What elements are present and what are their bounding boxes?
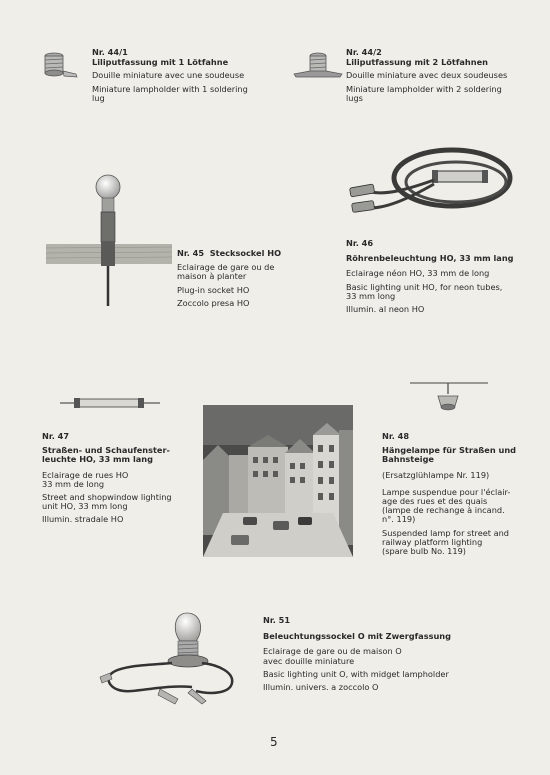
item-number: Nr. 45 (177, 248, 205, 258)
item-number: Nr. 46 (346, 238, 374, 248)
item-number: Nr. 44/2 (346, 47, 382, 57)
plug-in-socket-image (46, 172, 172, 308)
item-number: Nr. 47 (42, 431, 70, 441)
item-number: Nr. 51 (263, 615, 291, 625)
item-desc-fr: Eclairage néon HO, 33 mm de long (346, 268, 490, 279)
lighting-socket-o-image (92, 603, 242, 708)
page-number: 5 (270, 735, 278, 749)
item-desc-en: Basic lighting unit O, with midget lampholder (263, 668, 449, 679)
item-desc-en: Suspended lamp for street and railway platform lighting (spare bulb No. 119) (382, 527, 509, 556)
item-title: Straßen- und Schaufenster- leuchte HO, 33 mm lang (42, 445, 170, 465)
lampholder-1-lug-image (36, 47, 82, 81)
item-title: Liliputfassung mit 1 Lötfahne (92, 57, 229, 68)
item-desc-it: Zoccolo presa HO (177, 297, 250, 308)
item-desc-it: Illumin. al neon HO (346, 303, 425, 314)
item-number-title (177, 249, 317, 258)
item-title: Beleuchtungssockel O mit Zwergfassung (263, 631, 451, 642)
item-desc-fr: Eclairage de gare ou de maison à planter (177, 262, 275, 282)
item-51 (263, 616, 503, 696)
item-desc-en: Plug-in socket HO (177, 284, 250, 295)
item-desc-en: Street and shopwindow lighting unit HO, 33 mm long (42, 491, 172, 512)
item-desc-en: Basic lighting unit HO, for neon tubes, 33 mm long (346, 281, 503, 301)
item-desc-it: Illumin. stradale HO (42, 514, 124, 525)
item-44-1 (92, 48, 272, 107)
neon-tube-lighting-image (346, 140, 516, 232)
item-48 (382, 432, 532, 560)
item-desc-it: Illumin. univers. a zoccolo O (263, 681, 379, 692)
item-desc-fr: Lampe suspendue pour l'éclair- age des rues et des quais (lampe de rechange à incand. n°. 119) (382, 486, 511, 525)
street-lighting-tube-image (60, 396, 160, 410)
item-desc-fr: Eclairage de gare ou de maison O avec douille miniature (263, 646, 402, 666)
item-45 (177, 249, 317, 312)
item-44-2 (346, 48, 531, 107)
item-46 (346, 239, 531, 318)
item-desc-en: Miniature lampholder with 2 soldering lugs (346, 83, 502, 103)
lampholder-2-lugs-image (292, 47, 344, 81)
street-scene-photo (203, 405, 353, 557)
suspended-lamp-image (410, 378, 488, 412)
item-desc-fr: Eclairage de rues HO 33 mm de long (42, 469, 129, 489)
item-title: Röhrenbeleuchtung HO, 33 mm lang (346, 253, 514, 264)
item-title: Liliputfassung mit 2 Lötfahnen (346, 57, 488, 68)
item-desc-fr: Douille miniature avec deux soudeuses (346, 70, 508, 81)
item-title: Stecksockel HO (209, 248, 282, 258)
item-desc-en: Miniature lampholder with 1 soldering lug (92, 83, 248, 103)
item-number: Nr. 48 (382, 431, 410, 441)
item-47 (42, 432, 202, 529)
item-desc-fr: Douille miniature avec une soudeuse (92, 70, 245, 81)
item-title: Hängelampe für Straßen und Bahnsteige (382, 445, 517, 465)
item-spare-bulb: (Ersatzglühlampe Nr. 119) (382, 469, 490, 480)
item-number: Nr. 44/1 (92, 47, 128, 57)
